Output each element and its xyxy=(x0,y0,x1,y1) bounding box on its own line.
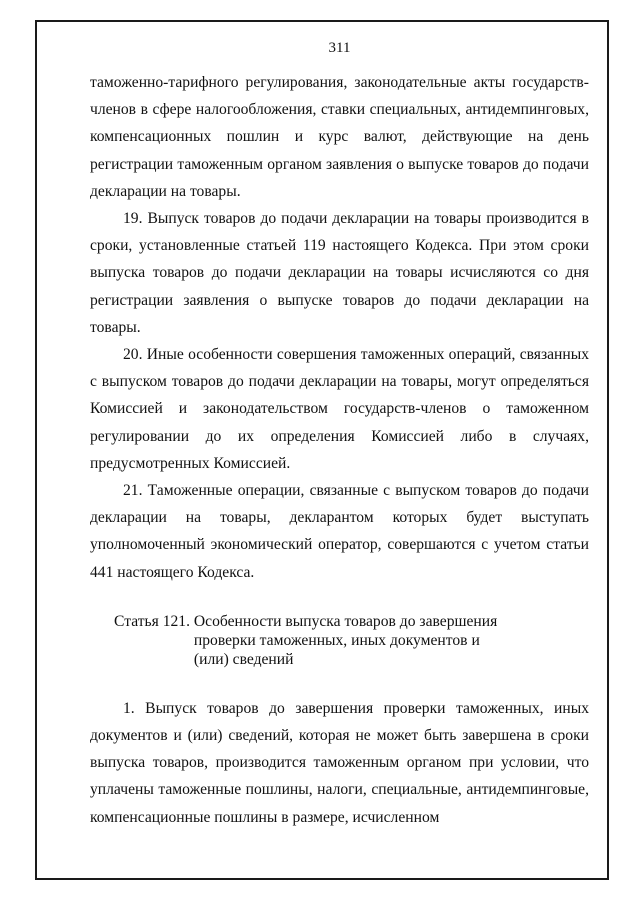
paragraph-1: 1. Выпуск товаров до завершения проверки таможенных, иных документов и (или) сведений, которая не может быть завершена в сроки выпуска товаров, производится таможенным органом при условии, что уплачены таможенные пошлины, налоги, специальные, антидемпинговые, компенсационные пошлины в размере, исчисленном xyxy=(90,699,589,826)
paragraph-19: 19. Выпуск товаров до подачи декларации на товары производится в сроки, установленные статьей 119 настоящего Кодекса. При этом сроки выпуска товаров до подачи декларации на товары исчисляются со дня регистрации заявления о выпуске товаров до подачи декларации на товары. xyxy=(90,210,589,336)
paragraph-21: 21. Таможенные операции, связанные с выпуском товаров до подачи декларации на товары, декларантом которых будет выступать уполномоченный экономический оператор, совершаются с учетом статьи 441 настоящего Кодекса. xyxy=(90,482,589,581)
article-label: Статья 121. xyxy=(114,612,194,630)
paragraph-20: 20. Иные особенности совершения таможенных операций, связанных с выпуском товаров до подачи декларации на товары, могут определяться Комиссией и законодательством государств-членов о таможенном регулировании до их определения Комиссией либо в случаях, предусмотренных Комиссией. xyxy=(90,346,589,472)
paragraph-continuation: таможенно-тарифного регулирования, законодательные акты государств-членов в сфере налогообложения, ставки специальных, антидемпинговых, компенсационных пошлин и курс валют, действующие на день регистрации таможенным органом заявления о выпуске товаров до подачи декларации на товары. xyxy=(90,74,589,200)
article-heading xyxy=(90,612,589,669)
page-frame xyxy=(35,20,609,880)
page-number: 311 xyxy=(328,40,351,56)
article-title: Особенности выпуска товаров до завершения проверки таможенных, иных документов и (или) сведений xyxy=(193,612,498,668)
